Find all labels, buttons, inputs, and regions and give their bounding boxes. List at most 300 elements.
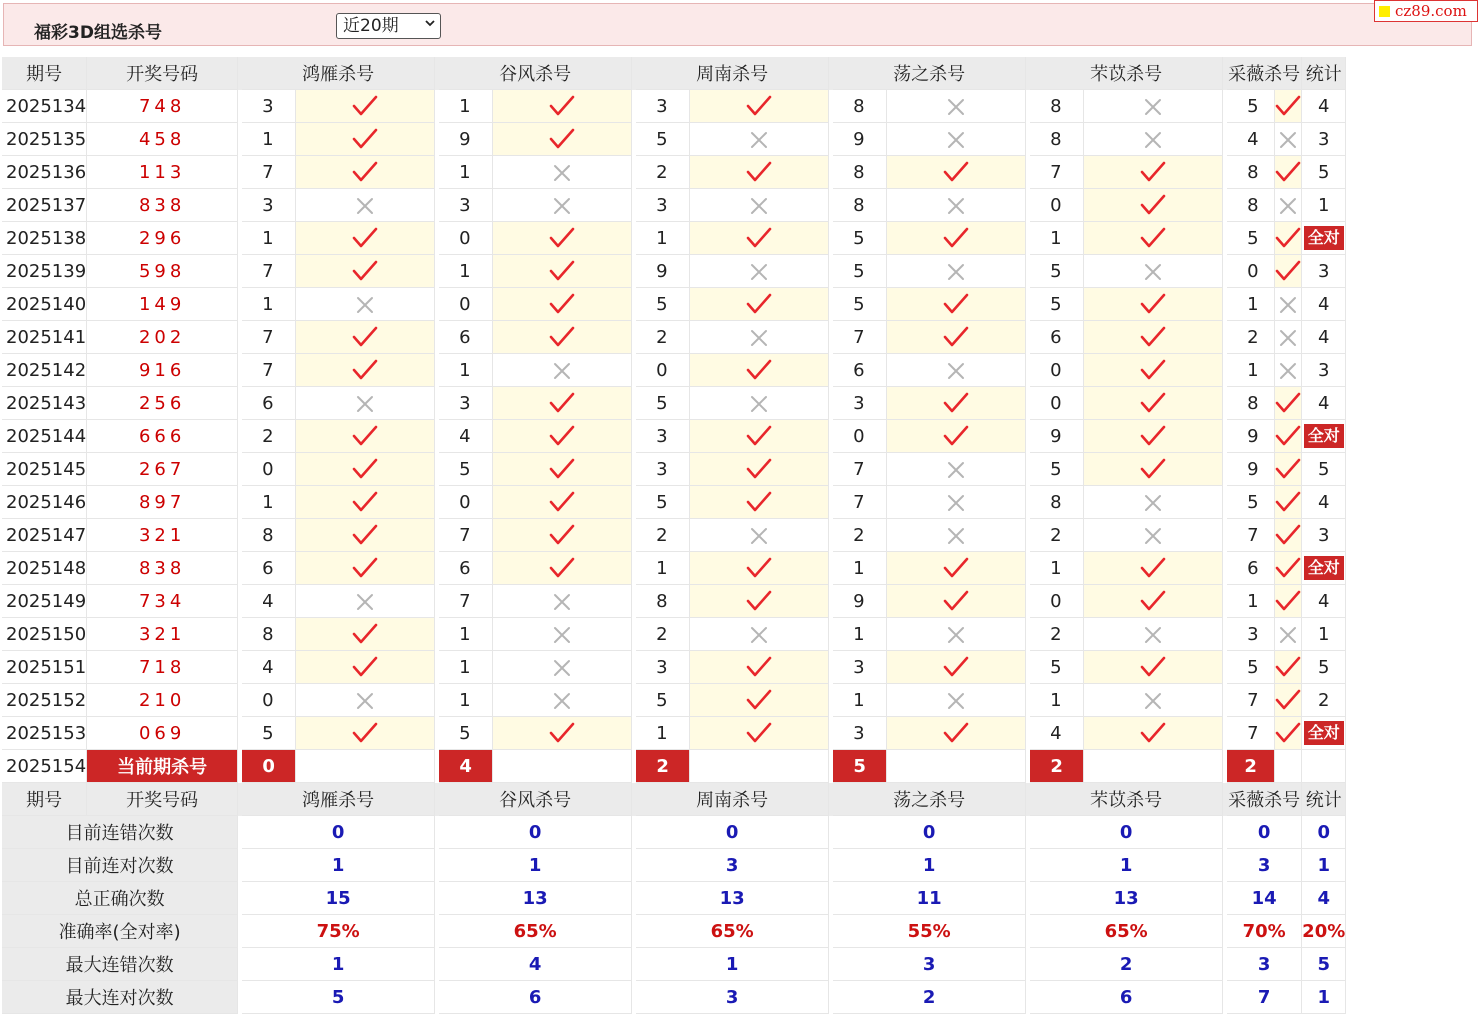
result-hit: [493, 519, 632, 552]
result-hit: [296, 717, 435, 750]
header-expert: 芣苡杀号: [1030, 57, 1223, 90]
summary-value: 11: [833, 882, 1026, 915]
result-hit: [1275, 387, 1302, 420]
check-icon: [1140, 557, 1166, 579]
kill-number-cell: 2: [1030, 618, 1084, 651]
kill-number-cell: 1: [242, 486, 296, 519]
result-hit: [296, 222, 435, 255]
stat-value: 3: [1317, 524, 1330, 546]
summary-stat: 0: [1302, 816, 1346, 849]
issue-cell: 2025141: [2, 321, 87, 354]
draw-number-cell: 149: [87, 288, 238, 321]
kill-number-cell: 0: [242, 684, 296, 717]
summary-value: 3: [833, 948, 1026, 981]
result-hit: [493, 222, 632, 255]
result-hit: [690, 156, 829, 189]
issue-cell: 2025140: [2, 288, 87, 321]
result-hit: [296, 354, 435, 387]
table-row: [2, 189, 1346, 222]
kill-number-cell: 7: [833, 321, 887, 354]
check-icon: [1275, 491, 1301, 513]
result-hit: [493, 387, 632, 420]
result-hit: [690, 420, 829, 453]
table-row: [2, 618, 1346, 651]
result-hit: [1084, 156, 1223, 189]
kill-number-cell: 2: [1227, 321, 1275, 354]
period-select[interactable]: [336, 13, 441, 39]
result-hit: [690, 717, 829, 750]
current-kill-number: 5: [833, 750, 887, 783]
stat-value: 4: [1317, 293, 1330, 315]
kill-number-cell: 1: [636, 717, 690, 750]
kill-number-table: [2, 57, 1346, 1014]
cross-icon: [355, 691, 375, 711]
check-icon: [943, 326, 969, 348]
kill-number-cell: 1: [1227, 354, 1275, 387]
kill-number-cell: 8: [242, 519, 296, 552]
kill-number-cell: 0: [833, 420, 887, 453]
summary-value: 6: [1030, 981, 1223, 1014]
draw-number-cell: 838: [87, 552, 238, 585]
kill-number-cell: 6: [242, 552, 296, 585]
summary-value: 14: [1227, 882, 1302, 915]
check-icon: [746, 161, 772, 183]
summary-value: 0: [242, 816, 435, 849]
issue-cell: 2025135: [2, 123, 87, 156]
result-hit: [690, 288, 829, 321]
stat-cell: [1302, 486, 1346, 519]
check-icon: [352, 128, 378, 150]
cross-icon: [1143, 262, 1163, 282]
kill-number-cell: 7: [1030, 156, 1084, 189]
summary-value: 3: [636, 981, 829, 1014]
header-number: 开奖号码: [87, 783, 238, 816]
kill-number-cell: 2: [1030, 519, 1084, 552]
check-icon: [352, 722, 378, 744]
cross-icon: [946, 262, 966, 282]
result-hit: [1275, 552, 1302, 585]
kill-number-cell: 2: [833, 519, 887, 552]
kill-number-cell: 8: [1227, 156, 1275, 189]
kill-number-cell: 3: [636, 453, 690, 486]
result-miss: [493, 651, 632, 684]
issue-cell: 2025149: [2, 585, 87, 618]
summary-value: 1: [636, 948, 829, 981]
cross-icon: [1143, 625, 1163, 645]
kill-number-cell: 2: [636, 321, 690, 354]
check-icon: [352, 557, 378, 579]
table-row: [2, 321, 1346, 354]
cross-icon: [552, 625, 572, 645]
stat-cell: [1302, 651, 1346, 684]
header-stat: 统计: [1302, 57, 1346, 90]
check-icon: [549, 227, 575, 249]
check-icon: [1275, 722, 1301, 744]
kill-number-cell: 7: [1227, 684, 1275, 717]
kill-number-cell: 1: [439, 90, 493, 123]
kill-number-cell: 9: [833, 585, 887, 618]
all-correct-badge: 全对: [1304, 226, 1344, 250]
summary-value: 0: [833, 816, 1026, 849]
cross-icon: [552, 163, 572, 183]
summary-value: 70%: [1227, 915, 1302, 948]
empty-stat-cell: [1302, 750, 1346, 783]
check-icon: [1140, 392, 1166, 414]
check-icon: [549, 425, 575, 447]
summary-row: [2, 882, 1346, 915]
period-select-value: 近20期: [343, 16, 399, 36]
table-row: [2, 354, 1346, 387]
result-hit: [1084, 189, 1223, 222]
table-row: [2, 123, 1346, 156]
cross-icon: [946, 493, 966, 513]
cross-icon: [552, 196, 572, 216]
check-icon: [352, 227, 378, 249]
kill-number-cell: 1: [1227, 288, 1275, 321]
kill-number-cell: 5: [1030, 651, 1084, 684]
draw-number-cell: 202: [87, 321, 238, 354]
check-icon: [1275, 95, 1301, 117]
header-expert: 谷风杀号: [439, 57, 632, 90]
kill-number-cell: 5: [1227, 651, 1275, 684]
current-kill-number: 0: [242, 750, 296, 783]
summary-value: 7: [1227, 981, 1302, 1014]
check-icon: [746, 656, 772, 678]
table-row: [2, 651, 1346, 684]
kill-number-cell: 9: [1227, 420, 1275, 453]
stat-cell: [1302, 123, 1346, 156]
result-hit: [296, 321, 435, 354]
summary-stat: 5: [1302, 948, 1346, 981]
draw-number-cell: 666: [87, 420, 238, 453]
kill-number-cell: 1: [439, 651, 493, 684]
stat-cell: [1302, 519, 1346, 552]
result-hit: [887, 717, 1026, 750]
kill-number-cell: 3: [242, 189, 296, 222]
cross-icon: [1278, 361, 1298, 381]
stat-cell: [1302, 222, 1346, 255]
summary-value: 4: [439, 948, 632, 981]
result-hit: [690, 222, 829, 255]
kill-number-cell: 1: [439, 618, 493, 651]
kill-number-cell: 7: [1227, 519, 1275, 552]
kill-number-cell: 1: [1227, 585, 1275, 618]
kill-number-cell: 8: [1227, 387, 1275, 420]
cross-icon: [946, 196, 966, 216]
kill-number-cell: 6: [439, 552, 493, 585]
check-icon: [549, 392, 575, 414]
result-miss: [887, 255, 1026, 288]
check-icon: [1140, 293, 1166, 315]
result-miss: [887, 486, 1026, 519]
kill-number-cell: 1: [439, 156, 493, 189]
current-period-row: [2, 750, 1346, 783]
result-hit: [887, 387, 1026, 420]
result-hit: [887, 156, 1026, 189]
header-issue: 期号: [2, 783, 87, 816]
kill-number-cell: 3: [833, 387, 887, 420]
summary-value: 13: [439, 882, 632, 915]
kill-number-cell: 8: [833, 156, 887, 189]
stat-cell: [1302, 420, 1346, 453]
chevron-down-icon: [425, 18, 435, 28]
result-miss: [690, 321, 829, 354]
stat-value: 5: [1317, 161, 1330, 183]
page-title: 福彩3D组选杀号: [34, 23, 162, 43]
cross-icon: [1143, 493, 1163, 513]
check-icon: [746, 722, 772, 744]
check-icon: [352, 458, 378, 480]
kill-number-cell: 7: [242, 156, 296, 189]
result-miss: [296, 189, 435, 222]
result-hit: [690, 354, 829, 387]
brand-square-icon: [1379, 6, 1390, 17]
kill-number-cell: 6: [1227, 552, 1275, 585]
result-hit: [493, 552, 632, 585]
result-hit: [1084, 288, 1223, 321]
summary-value: 65%: [1030, 915, 1223, 948]
summary-value: 15: [242, 882, 435, 915]
check-icon: [549, 491, 575, 513]
cross-icon: [1278, 130, 1298, 150]
summary-value: 2: [833, 981, 1026, 1014]
result-hit: [493, 486, 632, 519]
result-hit: [296, 651, 435, 684]
kill-number-cell: 4: [242, 585, 296, 618]
cross-icon: [552, 658, 572, 678]
header-number: 开奖号码: [87, 57, 238, 90]
summary-label: 准确率(全对率): [2, 915, 238, 948]
table-header: [2, 57, 1346, 90]
stat-cell: [1302, 618, 1346, 651]
result-hit: [887, 321, 1026, 354]
kill-number-cell: 0: [439, 222, 493, 255]
result-hit: [493, 453, 632, 486]
result-hit: [690, 552, 829, 585]
header-expert: 鸿雁杀号: [242, 57, 435, 90]
result-hit: [1084, 354, 1223, 387]
result-miss: [1084, 684, 1223, 717]
result-miss: [1275, 189, 1302, 222]
cross-icon: [1143, 97, 1163, 117]
cross-icon: [749, 196, 769, 216]
check-icon: [943, 722, 969, 744]
kill-number-cell: 5: [636, 123, 690, 156]
result-hit: [1084, 222, 1223, 255]
check-icon: [352, 326, 378, 348]
kill-number-cell: 3: [439, 189, 493, 222]
cross-icon: [355, 394, 375, 414]
cross-icon: [1143, 526, 1163, 546]
result-miss: [493, 354, 632, 387]
summary-value: 65%: [439, 915, 632, 948]
all-correct-badge: 全对: [1304, 721, 1344, 745]
result-hit: [690, 486, 829, 519]
check-icon: [943, 227, 969, 249]
draw-number-cell: 916: [87, 354, 238, 387]
current-kill-label: 当前期杀号: [87, 750, 238, 783]
result-miss: [1275, 354, 1302, 387]
summary-label: 最大连错次数: [2, 948, 238, 981]
kill-number-cell: 1: [439, 354, 493, 387]
stat-cell: [1302, 321, 1346, 354]
kill-number-cell: 5: [1227, 486, 1275, 519]
kill-number-cell: 7: [242, 255, 296, 288]
result-hit: [1084, 552, 1223, 585]
current-issue: 2025154: [2, 750, 87, 783]
kill-number-cell: 4: [439, 420, 493, 453]
result-miss: [1275, 321, 1302, 354]
result-miss: [1275, 618, 1302, 651]
result-miss: [493, 156, 632, 189]
cross-icon: [946, 691, 966, 711]
check-icon: [1275, 458, 1301, 480]
summary-value: 0: [1030, 816, 1223, 849]
kill-number-cell: 8: [636, 585, 690, 618]
draw-number-cell: 718: [87, 651, 238, 684]
result-hit: [493, 321, 632, 354]
result-hit: [690, 684, 829, 717]
draw-number-cell: 256: [87, 387, 238, 420]
check-icon: [1275, 161, 1301, 183]
check-icon: [1275, 689, 1301, 711]
check-icon: [1275, 590, 1301, 612]
draw-number-cell: 598: [87, 255, 238, 288]
issue-cell: 2025136: [2, 156, 87, 189]
summary-value: 1: [242, 948, 435, 981]
kill-number-cell: 4: [1227, 123, 1275, 156]
result-hit: [493, 255, 632, 288]
kill-number-cell: 1: [242, 288, 296, 321]
check-icon: [352, 161, 378, 183]
stat-cell: [1302, 717, 1346, 750]
cross-icon: [1143, 691, 1163, 711]
kill-number-cell: 1: [1030, 684, 1084, 717]
table-row: [2, 585, 1346, 618]
check-icon: [549, 722, 575, 744]
check-icon: [746, 458, 772, 480]
kill-number-cell: 5: [833, 222, 887, 255]
kill-number-cell: 9: [439, 123, 493, 156]
kill-number-cell: 5: [833, 255, 887, 288]
kill-number-cell: 3: [833, 717, 887, 750]
kill-number-cell: 9: [636, 255, 690, 288]
result-hit: [1084, 453, 1223, 486]
issue-cell: 2025150: [2, 618, 87, 651]
result-miss: [887, 519, 1026, 552]
kill-number-cell: 7: [439, 519, 493, 552]
summary-label: 目前连对次数: [2, 849, 238, 882]
stat-value: 1: [1317, 194, 1330, 216]
result-miss: [1275, 123, 1302, 156]
stat-value: 4: [1317, 95, 1330, 117]
check-icon: [943, 557, 969, 579]
issue-cell: 2025139: [2, 255, 87, 288]
result-hit: [887, 288, 1026, 321]
result-hit: [1275, 684, 1302, 717]
kill-number-cell: 9: [1030, 420, 1084, 453]
check-icon: [746, 359, 772, 381]
result-miss: [296, 288, 435, 321]
result-miss: [1084, 255, 1223, 288]
result-hit: [1275, 255, 1302, 288]
result-miss: [296, 387, 435, 420]
kill-number-cell: 9: [833, 123, 887, 156]
kill-number-cell: 5: [1030, 453, 1084, 486]
kill-number-cell: 5: [636, 684, 690, 717]
kill-number-cell: 5: [439, 453, 493, 486]
kill-number-cell: 2: [636, 519, 690, 552]
check-icon: [1140, 458, 1166, 480]
check-icon: [549, 557, 575, 579]
result-hit: [1275, 585, 1302, 618]
result-miss: [493, 585, 632, 618]
kill-number-cell: 8: [833, 90, 887, 123]
kill-number-cell: 5: [833, 288, 887, 321]
kill-number-cell: 0: [1030, 189, 1084, 222]
summary-stat: 4: [1302, 882, 1346, 915]
empty-cell: [493, 750, 632, 783]
kill-number-cell: 2: [636, 618, 690, 651]
result-hit: [887, 222, 1026, 255]
draw-number-cell: 113: [87, 156, 238, 189]
kill-number-cell: 1: [833, 618, 887, 651]
check-icon: [549, 95, 575, 117]
top-bar: [3, 3, 1472, 46]
result-miss: [296, 585, 435, 618]
check-icon: [1275, 557, 1301, 579]
kill-number-cell: 0: [1030, 354, 1084, 387]
result-hit: [1275, 717, 1302, 750]
kill-number-cell: 8: [1030, 90, 1084, 123]
stat-cell: [1302, 156, 1346, 189]
brand-logo[interactable]: [1374, 0, 1478, 22]
issue-cell: 2025146: [2, 486, 87, 519]
kill-number-cell: 7: [439, 585, 493, 618]
stat-cell: [1302, 453, 1346, 486]
check-icon: [1275, 392, 1301, 414]
draw-number-cell: 267: [87, 453, 238, 486]
kill-number-cell: 3: [636, 651, 690, 684]
current-kill-number: 2: [1227, 750, 1275, 783]
result-miss: [1084, 618, 1223, 651]
summary-value: 13: [636, 882, 829, 915]
cross-icon: [749, 262, 769, 282]
header-expert: 谷风杀号: [439, 783, 632, 816]
draw-number-cell: 748: [87, 90, 238, 123]
check-icon: [1140, 359, 1166, 381]
kill-number-cell: 8: [1227, 189, 1275, 222]
kill-number-cell: 1: [439, 255, 493, 288]
stat-value: 1: [1317, 623, 1330, 645]
result-hit: [887, 552, 1026, 585]
result-hit: [493, 123, 632, 156]
check-icon: [352, 425, 378, 447]
result-hit: [296, 453, 435, 486]
stat-cell: [1302, 288, 1346, 321]
header-expert: 芣苡杀号: [1030, 783, 1223, 816]
result-miss: [887, 123, 1026, 156]
result-hit: [296, 552, 435, 585]
summary-value: 5: [242, 981, 435, 1014]
draw-number-cell: 897: [87, 486, 238, 519]
empty-cell: [887, 750, 1026, 783]
kill-number-cell: 4: [242, 651, 296, 684]
kill-number-cell: 8: [1030, 486, 1084, 519]
result-hit: [887, 420, 1026, 453]
draw-number-cell: 296: [87, 222, 238, 255]
kill-number-cell: 8: [833, 189, 887, 222]
